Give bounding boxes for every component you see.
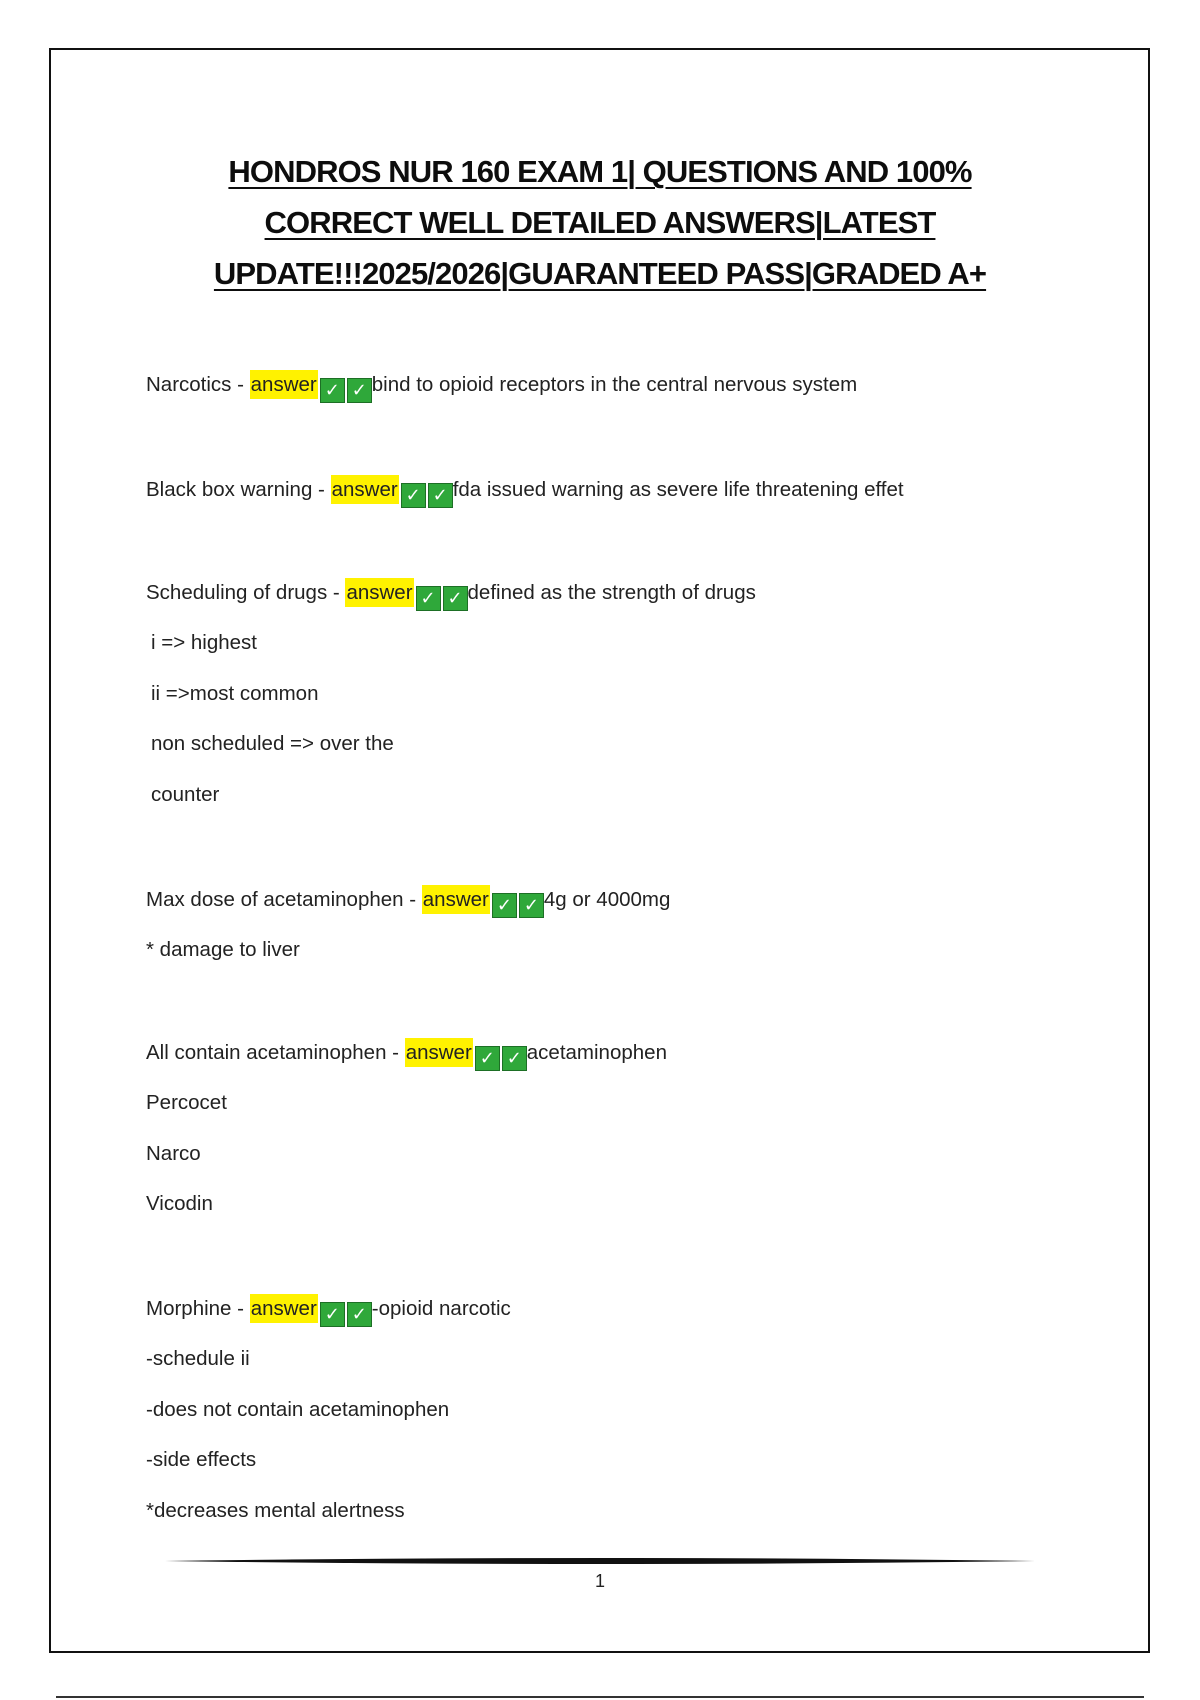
- check-icon: ✓: [502, 1046, 527, 1071]
- check-icon: ✓: [428, 483, 453, 508]
- detail-line: i => highest: [151, 631, 257, 654]
- detail-line: Narco: [146, 1142, 201, 1165]
- answer-highlight: answer: [345, 578, 413, 607]
- detail-line: ii =>most common: [151, 682, 319, 705]
- qa-item-morphine: [146, 1295, 511, 1327]
- check-icon: ✓: [443, 586, 468, 611]
- detail-line: * damage to liver: [146, 938, 300, 961]
- check-icon: ✓: [416, 586, 441, 611]
- check-icon: ✓: [320, 378, 345, 403]
- answer-text: defined as the strength of drugs: [467, 581, 756, 604]
- footer-divider: [165, 1557, 1035, 1565]
- answer-text: bind to opioid receptors in the central nervous system: [371, 373, 858, 396]
- title-line-3: UPDATE!!!2025/2026|GUARANTEED PASS|GRADED A+: [213, 256, 987, 291]
- check-icon: ✓: [475, 1046, 500, 1071]
- detail-line: *decreases mental alertness: [146, 1499, 405, 1522]
- detail-line: Vicodin: [146, 1192, 213, 1215]
- detail-line: Percocet: [146, 1091, 227, 1114]
- answer-highlight: answer: [250, 370, 318, 399]
- detail-line: counter: [151, 783, 220, 806]
- answer-highlight: answer: [250, 1294, 318, 1323]
- next-page-edge: [56, 1696, 1144, 1698]
- qa-item-narcotics: [146, 371, 857, 403]
- document-title: [0, 146, 1200, 299]
- check-icon: ✓: [401, 483, 426, 508]
- qa-item-all-contain-acetaminophen: [146, 1039, 667, 1071]
- question-text: Morphine -: [146, 1297, 250, 1320]
- detail-line: -side effects: [146, 1448, 257, 1471]
- check-icon: ✓: [320, 1302, 345, 1327]
- detail-line: -does not contain acetaminophen: [146, 1398, 450, 1421]
- answer-text: 4g or 4000mg: [543, 888, 671, 911]
- answer-highlight: answer: [405, 1038, 473, 1067]
- check-icon: ✓: [347, 1302, 372, 1327]
- detail-line: -schedule ii: [146, 1347, 250, 1370]
- check-icon: ✓: [347, 378, 372, 403]
- title-line-1: HONDROS NUR 160 EXAM 1| QUESTIONS AND 100%: [228, 154, 972, 189]
- check-icon: ✓: [492, 893, 517, 918]
- page-number: 1: [594, 1571, 605, 1591]
- question-text: Scheduling of drugs -: [146, 581, 346, 604]
- answer-highlight: answer: [331, 475, 399, 504]
- qa-item-black-box-warning: [146, 476, 904, 508]
- check-icon: ✓: [519, 893, 544, 918]
- title-line-2: CORRECT WELL DETAILED ANSWERS|LATEST: [264, 205, 936, 240]
- detail-line: non scheduled => over the: [151, 732, 394, 755]
- qa-item-scheduling-of-drugs: [146, 579, 756, 611]
- question-text: Max dose of acetaminophen -: [146, 888, 422, 911]
- question-text: All contain acetaminophen -: [146, 1041, 405, 1064]
- question-text: Narcotics -: [146, 373, 250, 396]
- question-text: Black box warning -: [146, 478, 331, 501]
- answer-text: fda issued warning as severe life threatening effet: [452, 478, 904, 501]
- answer-text: acetaminophen: [526, 1041, 667, 1064]
- qa-item-max-dose-acetaminophen: [146, 886, 670, 918]
- answer-highlight: answer: [422, 885, 490, 914]
- answer-text: -opioid narcotic: [371, 1297, 511, 1320]
